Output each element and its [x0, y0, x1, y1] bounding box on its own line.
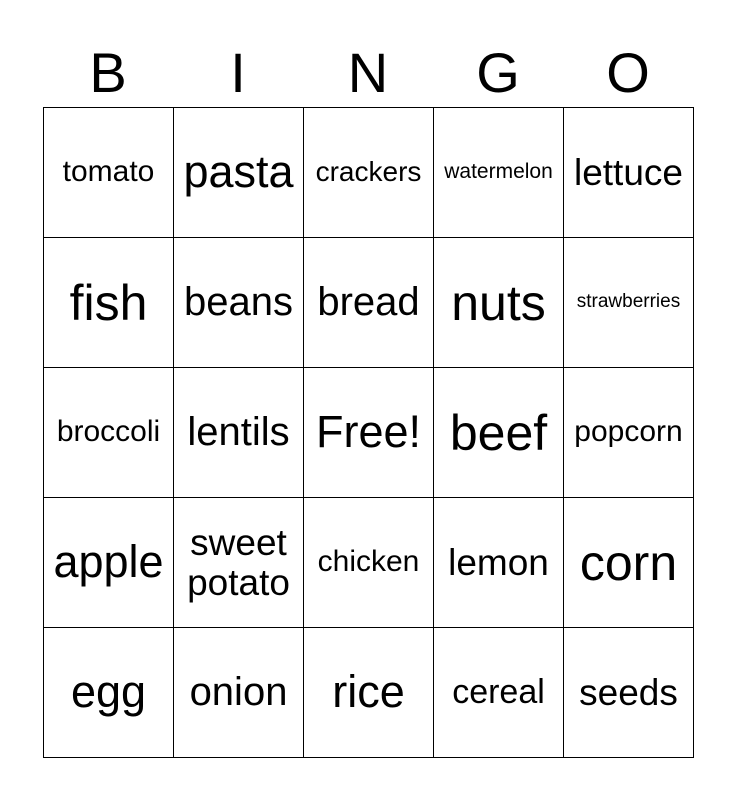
bingo-cell[interactable]: beef — [434, 368, 564, 498]
header-letter-o: O — [606, 41, 650, 104]
bingo-cell[interactable]: broccoli — [44, 368, 174, 498]
free-space-cell[interactable]: Free! — [304, 368, 434, 498]
bingo-cell[interactable]: seeds — [564, 628, 694, 758]
bingo-cell[interactable]: popcorn — [564, 368, 694, 498]
bingo-cell[interactable]: lemon — [434, 498, 564, 628]
bingo-cell[interactable]: apple — [44, 498, 174, 628]
bingo-board — [43, 107, 694, 758]
bingo-cell[interactable]: bread — [304, 238, 434, 368]
bingo-cell[interactable]: lettuce — [564, 108, 694, 238]
header-letter-i: I — [230, 41, 246, 104]
bingo-cell[interactable]: watermelon — [434, 108, 564, 238]
header-letter-b: B — [89, 41, 127, 104]
bingo-cell[interactable]: tomato — [44, 108, 174, 238]
bingo-cell[interactable]: rice — [304, 628, 434, 758]
bingo-cell[interactable]: onion — [174, 628, 304, 758]
bingo-cell[interactable]: corn — [564, 498, 694, 628]
bingo-cell[interactable]: egg — [44, 628, 174, 758]
header-letter-g: G — [476, 41, 520, 104]
bingo-cell[interactable]: nuts — [434, 238, 564, 368]
bingo-cell[interactable]: fish — [44, 238, 174, 368]
bingo-cell[interactable]: sweet potato — [174, 498, 304, 628]
bingo-cell[interactable]: crackers — [304, 108, 434, 238]
bingo-header — [43, 38, 693, 108]
bingo-cell[interactable]: pasta — [174, 108, 304, 238]
header-letter-n: N — [347, 41, 389, 104]
bingo-cell[interactable]: strawberries — [564, 238, 694, 368]
bingo-cell[interactable]: lentils — [174, 368, 304, 498]
bingo-cell[interactable]: cereal — [434, 628, 564, 758]
bingo-cell[interactable]: chicken — [304, 498, 434, 628]
bingo-cell[interactable]: beans — [174, 238, 304, 368]
